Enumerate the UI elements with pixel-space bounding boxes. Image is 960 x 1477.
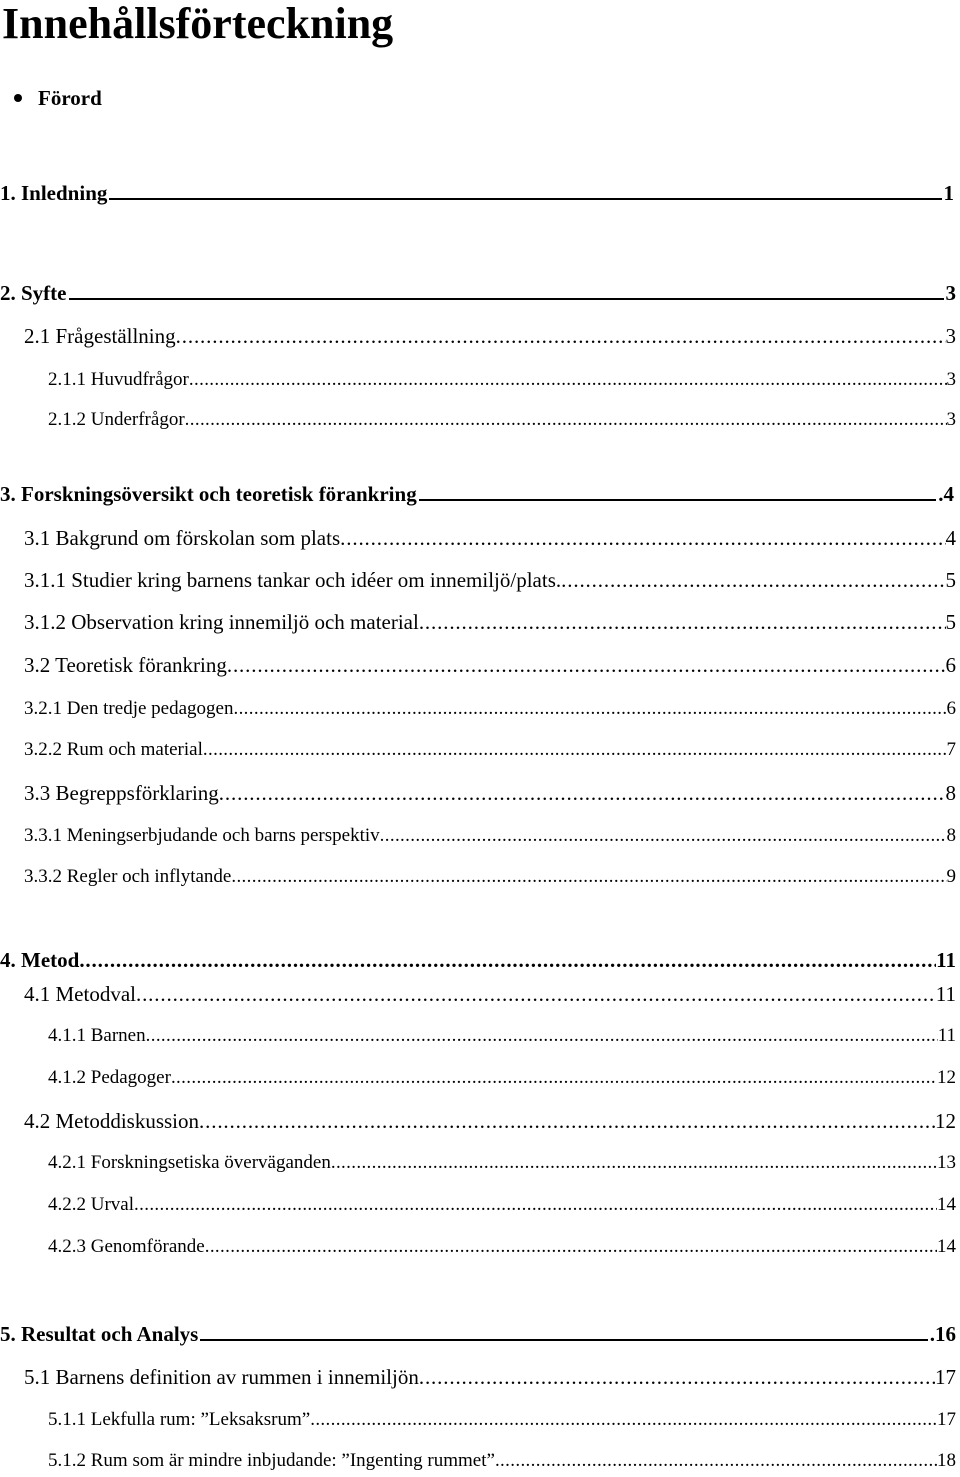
toc-entry-page: 3: [945, 281, 956, 305]
toc-entry-label: 2.1.2 Underfrågor: [48, 409, 185, 430]
toc-entry-page: 1: [943, 181, 954, 205]
toc-leader: [199, 1106, 935, 1136]
toc-entry-label: 2. Syfte: [0, 281, 67, 305]
toc-entry-label: 3.1 Bakgrund om förskolan som plats: [24, 526, 341, 550]
toc-entry-label: 4.2.2 Urval: [48, 1194, 135, 1215]
toc-entry[interactable]: [48, 1148, 956, 1178]
toc-entry[interactable]: [24, 778, 956, 808]
toc-entry-page: 5: [945, 610, 956, 634]
toc-leader: [79, 945, 936, 975]
bullet-icon: [14, 94, 22, 102]
toc-entry-page: 11: [935, 982, 956, 1006]
toc-entry[interactable]: [24, 862, 956, 892]
toc-entry-page: 18: [937, 1450, 956, 1471]
toc-leader: [561, 565, 945, 595]
toc-leader: [419, 1362, 935, 1392]
toc-entry-label: 5.1.1 Lekfulla rum: ”Leksaksrum”: [48, 1409, 311, 1430]
toc-leader: [176, 321, 946, 351]
toc-entry-label: 1. Inledning: [0, 181, 108, 205]
toc-leader: [146, 1021, 938, 1051]
toc-entry-page: .4: [938, 482, 954, 506]
toc-entry-page: 4: [945, 526, 956, 550]
toc-leader: [227, 650, 946, 680]
toc-entry[interactable]: [24, 735, 956, 765]
toc-leader: [331, 1148, 937, 1178]
toc-entry-label: 3.3.2 Regler och inflytande: [24, 866, 232, 887]
toc-entry[interactable]: [24, 1362, 956, 1392]
toc-entry[interactable]: [48, 1190, 956, 1220]
toc-entry-page: 11: [937, 1025, 956, 1046]
toc-leader: [203, 735, 947, 765]
toc-entry-page: 8: [946, 825, 956, 846]
toc-entry[interactable]: [0, 945, 956, 975]
toc-leader: [134, 1190, 937, 1220]
toc-entry-label: 2.1 Frågeställning: [24, 324, 176, 348]
toc-entry[interactable]: [48, 365, 956, 395]
bullet-item-label: Förord: [38, 85, 102, 110]
toc-entry-page: 13: [937, 1152, 956, 1173]
toc-leader: [233, 694, 946, 724]
toc-entry[interactable]: [48, 1405, 956, 1435]
toc-entry[interactable]: [48, 1021, 956, 1051]
toc-entry-page: 6: [945, 653, 956, 677]
toc-entry-page: 12: [937, 1067, 956, 1088]
toc-entry-label: 3.2.2 Rum och material: [24, 739, 203, 760]
toc-entry-label: 5. Resultat och Analys: [0, 1322, 199, 1346]
toc-leader: [340, 523, 945, 553]
toc-entry-page: 7: [946, 739, 956, 760]
toc-entry-label: 5.1 Barnens definition av rummen i innemiljön: [24, 1365, 419, 1389]
toc-entry-label: 4. Metod: [0, 948, 80, 972]
toc-entry-label: 3.3.1 Meningserbjudande och barns perspektiv: [24, 825, 380, 846]
toc-entry-label: 3. Forskningsöversikt och teoretisk förankring: [0, 482, 417, 506]
toc-entry[interactable]: [24, 694, 956, 724]
page-title: Innehållsförteckning: [2, 0, 394, 48]
toc-leader: [205, 1232, 937, 1262]
toc-entry-label: 4.2.1 Forskningsetiska överväganden: [48, 1152, 331, 1173]
toc-entry-label: 3.2 Teoretisk förankring: [24, 653, 227, 677]
toc-leader: [495, 1446, 937, 1476]
toc-leader: [231, 862, 946, 892]
toc-entry-page: 17: [937, 1409, 956, 1430]
toc-entry-page: 9: [946, 866, 956, 887]
toc-entry-label: 4.2.3 Genomförande: [48, 1236, 205, 1257]
toc-entry[interactable]: [24, 607, 956, 637]
toc-entry[interactable]: [0, 178, 954, 208]
toc-entry[interactable]: [48, 1446, 956, 1476]
toc-entry-page: 11: [936, 948, 956, 972]
toc-entry-label: 3.1.2 Observation kring innemiljö och material: [24, 610, 419, 634]
toc-leader: [380, 821, 947, 851]
toc-entry[interactable]: [24, 321, 956, 351]
toc-entry-label: 4.1.2 Pedagoger: [48, 1067, 171, 1088]
toc-entry[interactable]: [48, 1063, 956, 1093]
toc-entry[interactable]: [0, 479, 954, 509]
toc-entry-page: 3: [946, 409, 956, 430]
bullet-item-foreword[interactable]: [14, 84, 102, 112]
toc-entry-page: 3: [945, 324, 956, 348]
toc-entry-page: 17: [935, 1365, 956, 1389]
toc-entry-label: 3.1.1 Studier kring barnens tankar och idéer om innemiljö/plats.: [24, 568, 562, 592]
toc-leader: [200, 1339, 927, 1341]
toc-leader: [189, 365, 947, 395]
toc-entry-page: 12: [935, 1109, 956, 1133]
toc-entry[interactable]: [24, 821, 956, 851]
toc-leader: [171, 1063, 937, 1093]
toc-entry[interactable]: [48, 405, 956, 435]
toc-leader: [419, 499, 937, 501]
toc-entry[interactable]: [0, 1319, 956, 1349]
toc-entry-page: 14: [937, 1194, 956, 1215]
toc-leader: [219, 778, 946, 808]
toc-entry[interactable]: [24, 523, 956, 553]
toc-entry-label: 4.1.1 Barnen: [48, 1025, 146, 1046]
toc-entry-label: 5.1.2 Rum som är mindre inbjudande: ”Ingenting rummet”: [48, 1450, 495, 1471]
toc-entry-page: 8: [945, 781, 956, 805]
toc-leader: [185, 405, 947, 435]
toc-entry[interactable]: [24, 979, 956, 1009]
toc-leader: [69, 298, 944, 300]
toc-entry-page: 3: [946, 369, 956, 390]
toc-entry-page: .16: [929, 1322, 956, 1346]
toc-entry[interactable]: [24, 650, 956, 680]
toc-entry-page: 6: [946, 698, 956, 719]
toc-leader: [310, 1405, 937, 1435]
toc-entry-page: 5: [945, 568, 956, 592]
toc-entry-label: 2.1.1 Huvudfrågor: [48, 369, 189, 390]
toc-entry-label: 4.1 Metodval: [24, 982, 136, 1006]
toc-leader: [109, 198, 941, 200]
toc-entry[interactable]: [24, 565, 956, 595]
toc-entry-label: 4.2 Metoddiskussion: [24, 1109, 200, 1133]
toc-entry-label: 3.3 Begreppsförklaring: [24, 781, 219, 805]
toc-leader: [136, 979, 936, 1009]
toc-entry-page: 14: [937, 1236, 956, 1257]
toc-entry[interactable]: [24, 1106, 956, 1136]
toc-entry[interactable]: [48, 1232, 956, 1262]
toc-leader: [419, 607, 946, 637]
toc-entry-label: 3.2.1 Den tredje pedagogen: [24, 698, 234, 719]
toc-entry[interactable]: [0, 278, 956, 308]
